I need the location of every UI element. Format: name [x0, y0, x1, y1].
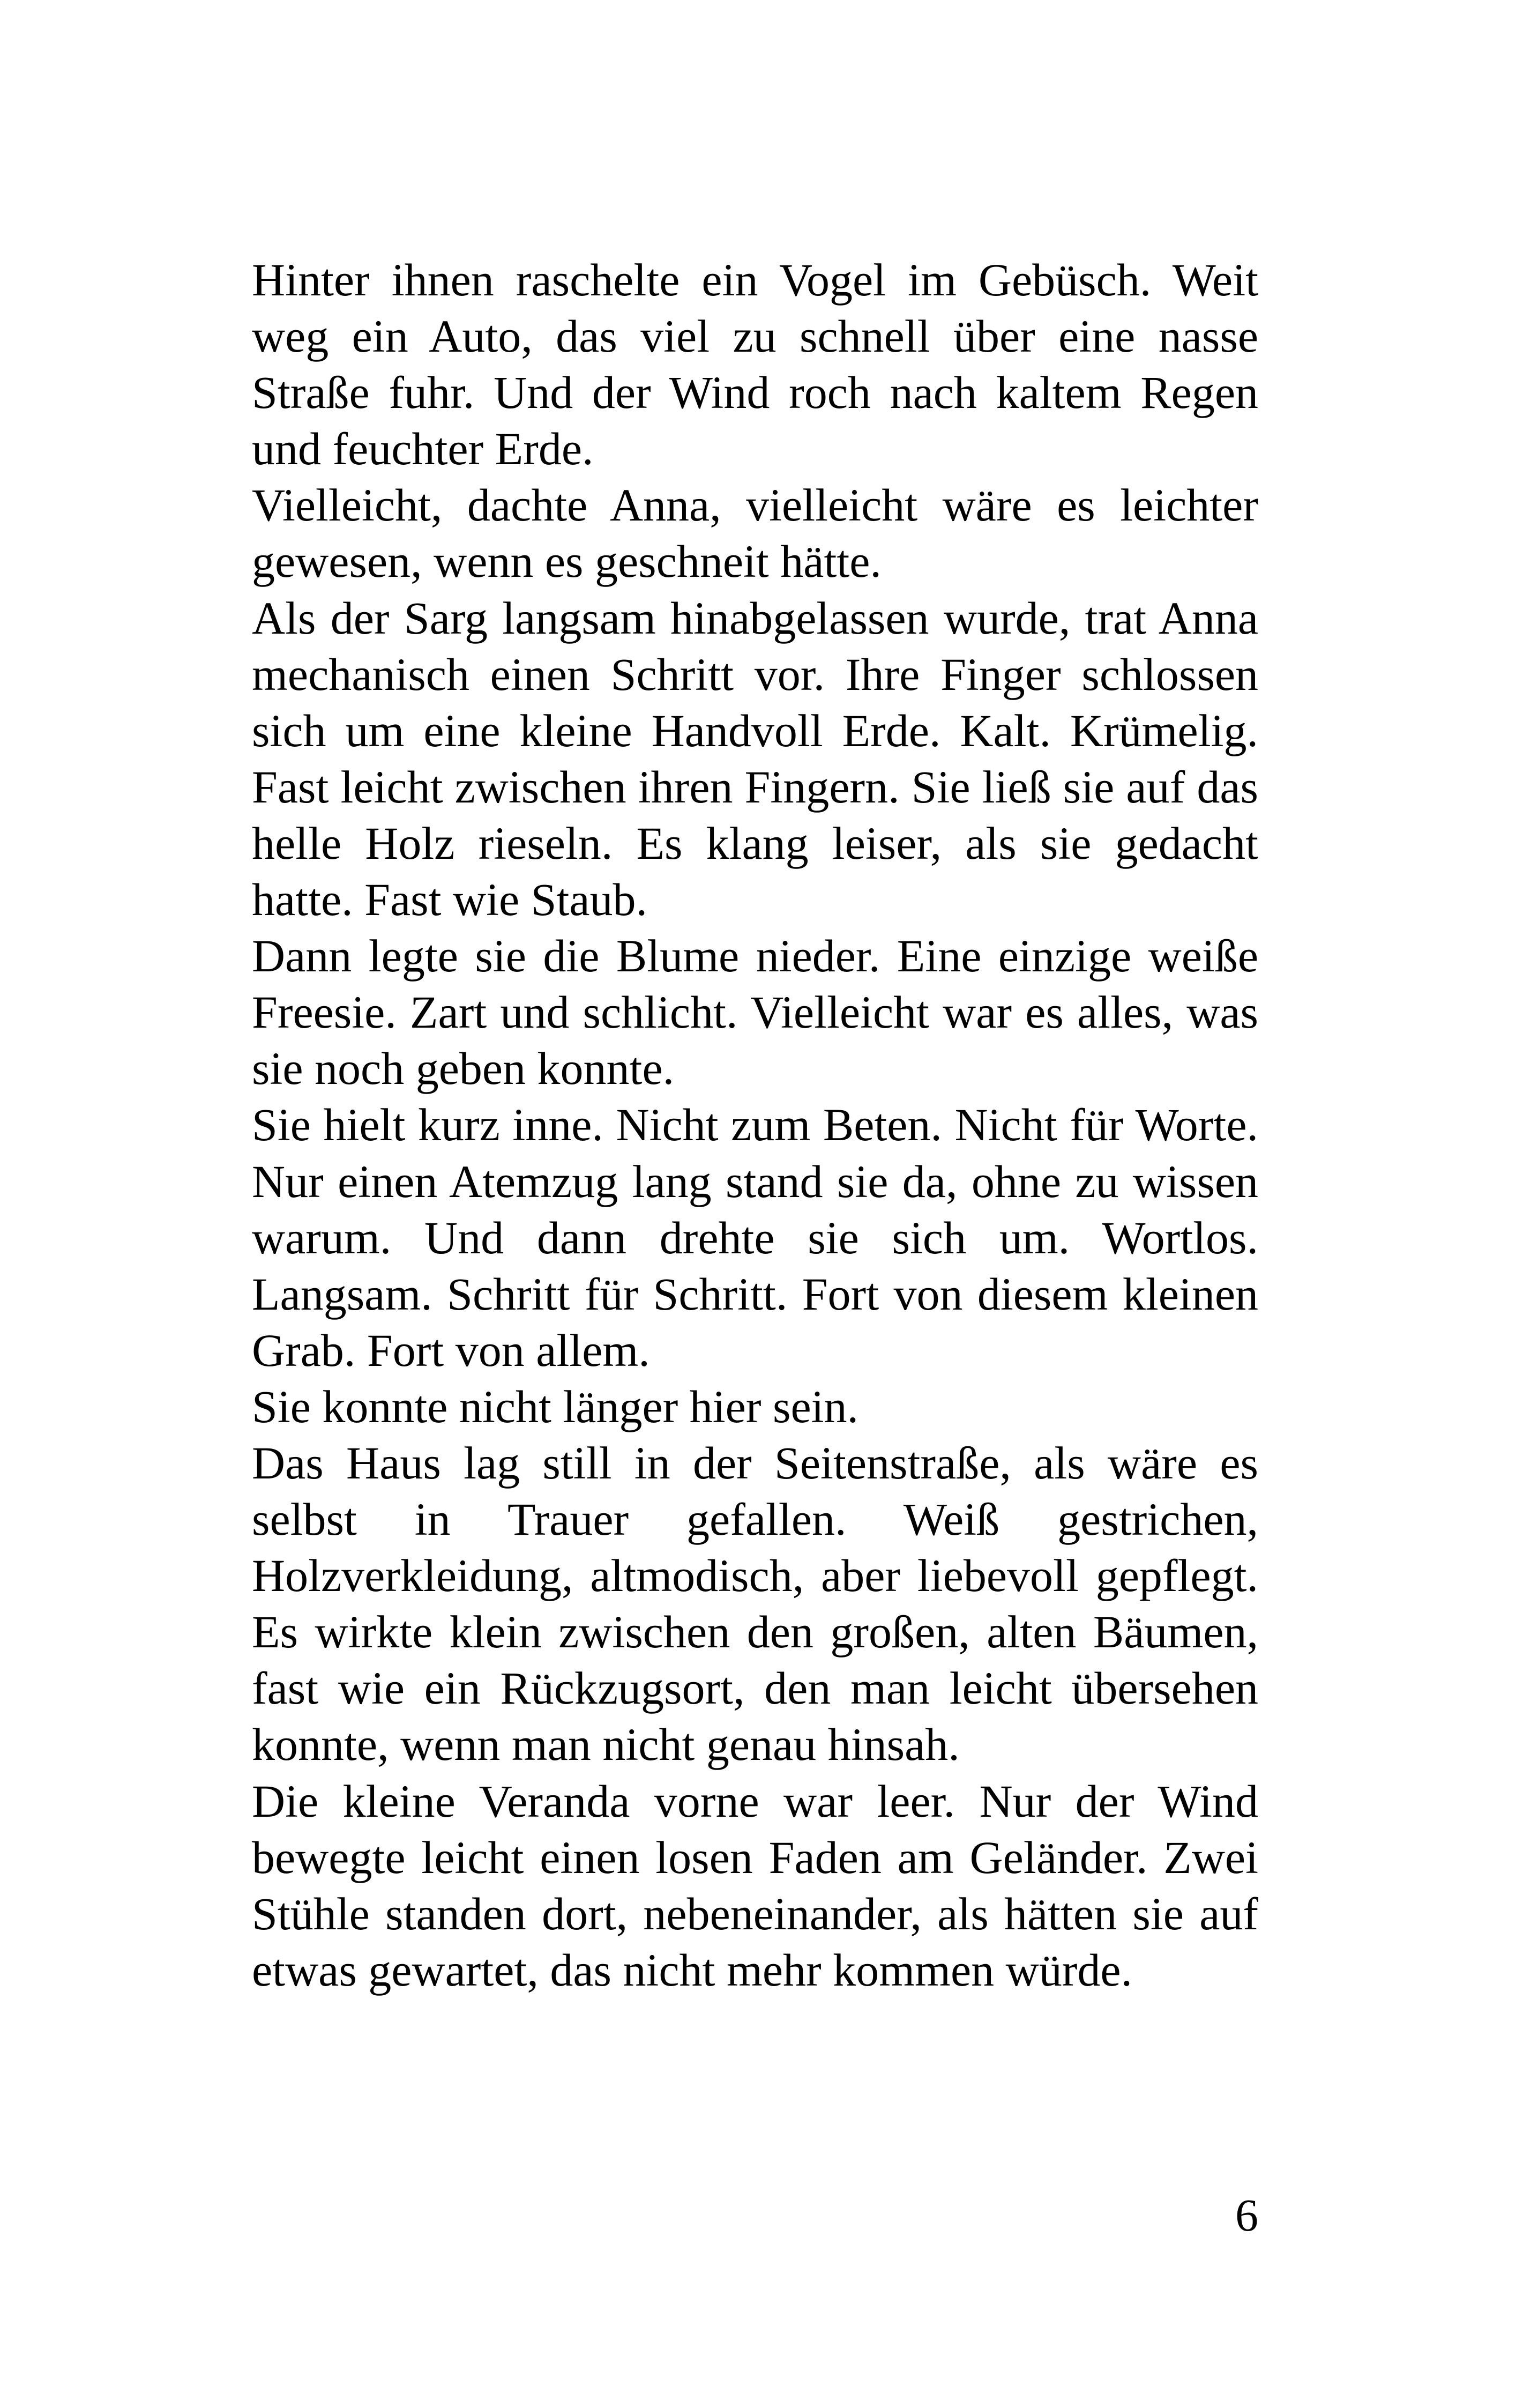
- paragraph: Als der Sarg langsam hinabgelassen wurde, trat Anna mechanisch einen Schritt vor. Ihre Finger schlossen sich um eine kleine Handvoll Erde. Kalt. Krümelig. Fast leicht zwischen ihren Fingern. Sie ließ sie auf das helle Holz rieseln. Es klang leiser, als sie gedacht hatte. Fast wie Staub.: [252, 592, 1258, 926]
- page-number: 6: [1235, 2189, 1258, 2241]
- paragraph: Das Haus lag still in der Seitenstraße, als wäre es selbst in Trauer gefallen. Weiß gestrichen, Holzverkleidung, altmodisch, aber liebevoll gepflegt. Es wirkte klein zwischen den großen, alten Bäumen, fast wie ein Rückzugsort, den man leicht übersehen konnte, wenn man nicht genau hinsah.: [252, 1437, 1258, 1771]
- paragraph: Vielleicht, dachte Anna, vielleicht wäre es leichter gewesen, wenn es geschneit hätte.: [252, 479, 1258, 588]
- paragraph: Die kleine Veranda vorne war leer. Nur der Wind bewegte leicht einen losen Faden am Geländer. Zwei Stühle standen dort, nebeneinander, als hätten sie auf etwas gewartet, das nicht mehr kommen würde.: [252, 1775, 1258, 1996]
- paragraph: Sie konnte nicht länger hier sein.: [252, 1380, 859, 1432]
- paragraph: Hinter ihnen raschelte ein Vogel im Gebüsch. Weit weg ein Auto, das viel zu schnell über eine nasse Straße fuhr. Und der Wind roch nach kaltem Regen und feuchter Erde.: [252, 254, 1258, 475]
- body-text: [252, 252, 1258, 1998]
- paragraph: Sie hielt kurz inne. Nicht zum Beten. Nicht für Worte. Nur einen Atemzug lang stand sie da, ohne zu wissen warum. Und dann drehte sie sich um. Wortlos. Langsam. Schritt für Schritt. Fort von diesem kleinen Grab. Fort von allem.: [252, 1099, 1258, 1376]
- paragraph: Dann legte sie die Blume nieder. Eine einzige weiße Freesie. Zart und schlicht. Vielleicht war es alles, was sie noch geben konnte.: [252, 930, 1258, 1095]
